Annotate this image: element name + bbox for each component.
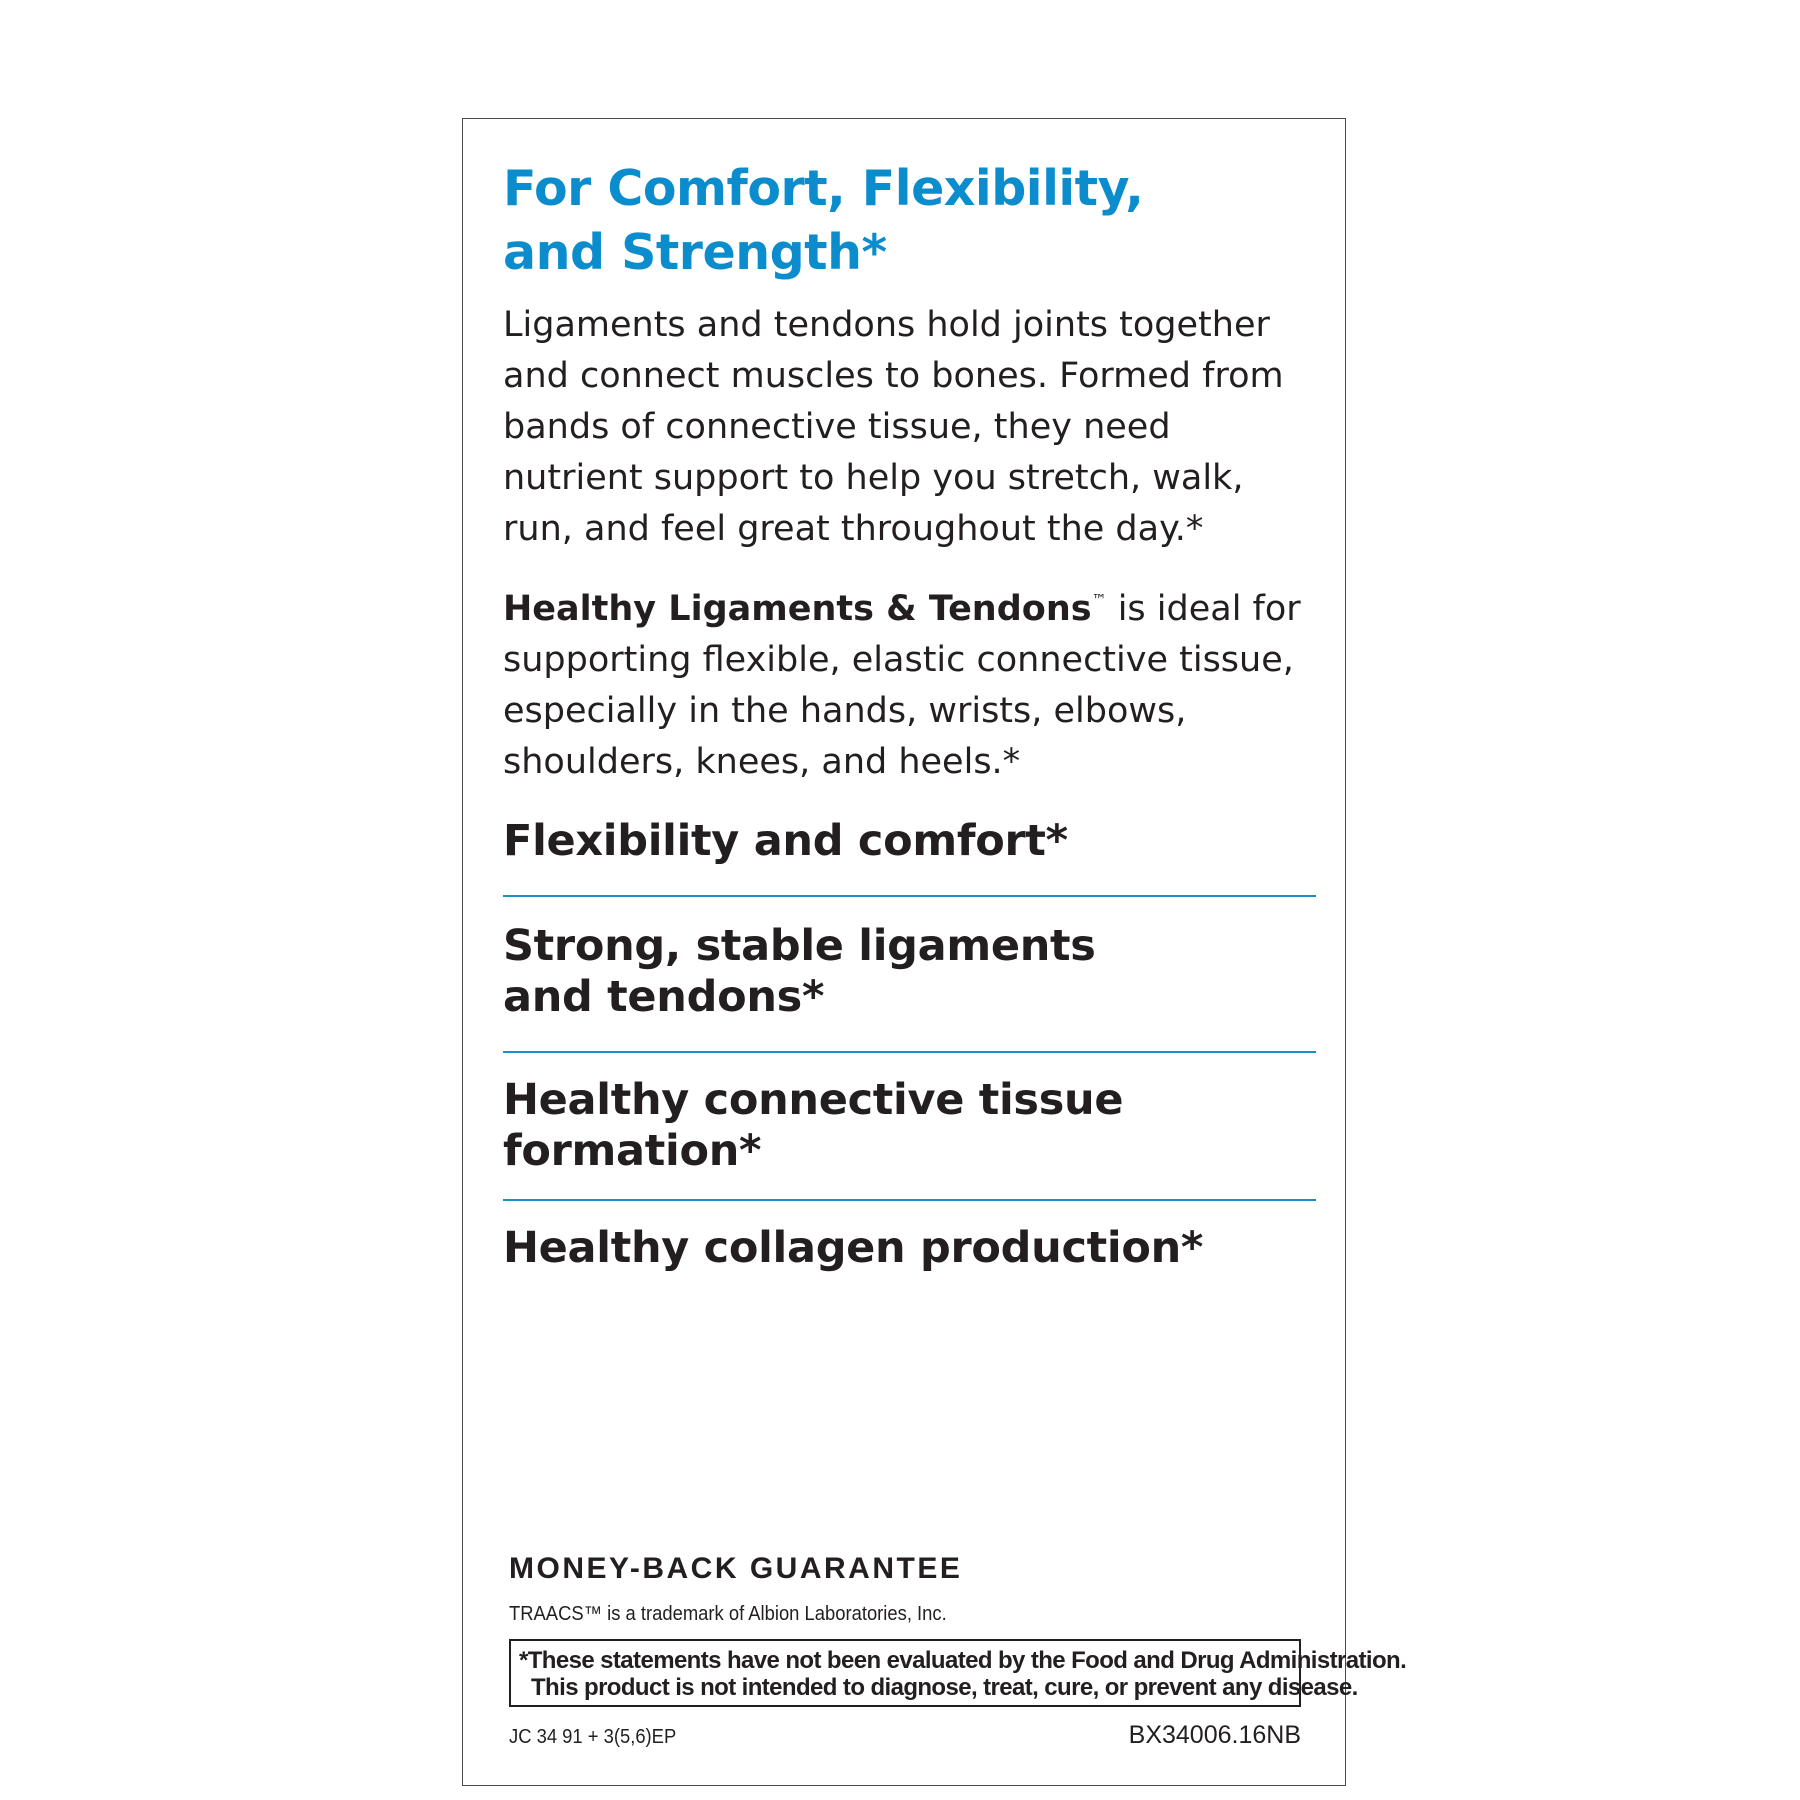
headline-line-2: and Strength* <box>503 224 887 281</box>
label-footer <box>509 1551 1407 1750</box>
headline-line-1: For Comfort, Flexibility, <box>503 160 1144 217</box>
trademark-note: TRAACS™ is a trademark of Albion Laboratories, Inc. <box>509 1603 947 1625</box>
benefit-item <box>503 921 1313 1051</box>
divider <box>503 1199 1316 1201</box>
benefit-text: Strong, stable ligaments <box>503 921 1096 971</box>
product-paragraph <box>503 575 1313 788</box>
label-panel <box>462 118 1407 1786</box>
trademark-symbol: ™ <box>1091 591 1107 609</box>
benefit-item <box>503 816 1313 895</box>
benefit-text: and tendons* <box>503 972 825 1022</box>
disclaimer-line-2: This product is not intended to diagnose, treat, cure, or prevent any disease. <box>531 1674 1358 1701</box>
divider <box>503 1051 1316 1053</box>
product-description: is ideal for supporting flexible, elastic connective tissue, especially in the hands, wrists, elbows, shoulders, knees, and heels.* <box>503 589 1301 782</box>
benefits-list <box>503 816 1313 1274</box>
product-name: Healthy Ligaments & Tendons <box>503 589 1092 629</box>
money-back-guarantee: MONEY-BACK GUARANTEE <box>509 1552 963 1585</box>
code-row <box>509 1721 1301 1750</box>
item-code: BX34006.16NB <box>1128 1721 1301 1749</box>
lot-code: JC 34 91 + 3(5,6)EP <box>509 1726 677 1748</box>
benefit-item <box>503 1223 1313 1274</box>
benefit-text: Healthy connective tissue formation* <box>503 1075 1124 1176</box>
intro-paragraph: Ligaments and tendons hold joints together and connect muscles to bones. Formed from bands of connective tissue, they need nutrient support to help you stretch, walk, run, and feel great throughout the day.* <box>503 305 1284 549</box>
benefit-item <box>503 1075 1313 1199</box>
disclaimer-line-1: *These statements have not been evaluated by the Food and Drug Administration. <box>519 1647 1407 1674</box>
headline <box>503 157 1313 285</box>
divider <box>503 895 1316 897</box>
label-content <box>503 157 1313 1274</box>
fda-disclaimer-box <box>509 1639 1407 1707</box>
benefit-text: Flexibility and comfort* <box>503 816 1068 866</box>
benefit-text: Healthy collagen production* <box>503 1223 1204 1273</box>
